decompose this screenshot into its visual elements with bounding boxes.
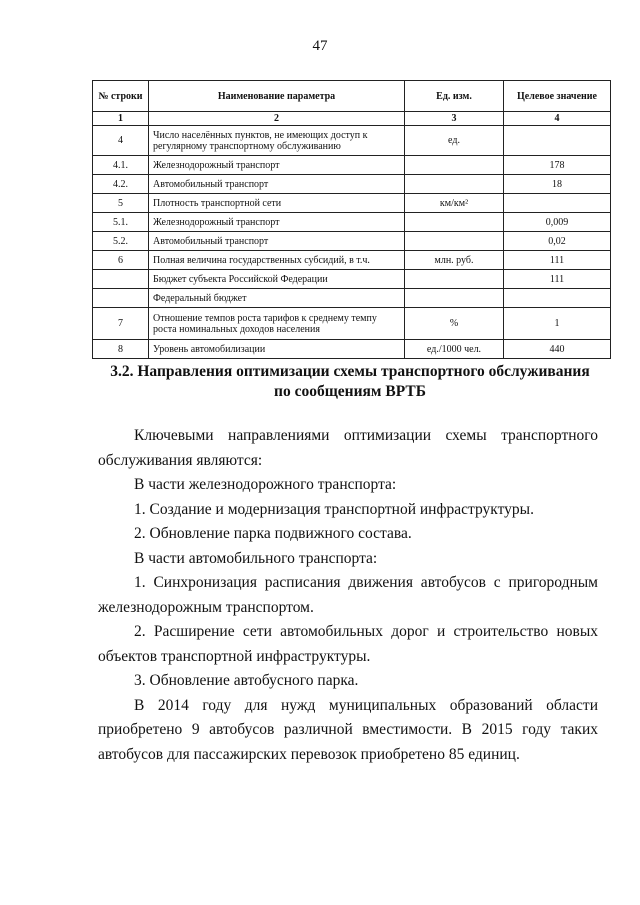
table-row — [93, 232, 611, 251]
row-number: 6 — [93, 251, 149, 270]
target-value — [504, 126, 611, 156]
paragraph: 3. Обновление автобусного парка. — [134, 672, 359, 689]
page-number: 47 — [312, 38, 328, 54]
paragraph: В 2014 году для нужд муниципальных образований области приобретено 9 автобусов различной вместимости. В 2015 году таких автобусов для пассажирских перевозок приобретено 85 единиц. — [98, 696, 598, 763]
unit: ед. — [405, 126, 504, 156]
target-value — [504, 289, 611, 308]
header-unit: Ед. изм. — [405, 81, 504, 112]
parameter-name: Уровень автомобилизации — [149, 340, 405, 359]
paragraph: 2. Расширение сети автомобильных дорог и строительство новых объектов транспортной инфраструктуры. — [98, 623, 598, 665]
unit — [405, 232, 504, 251]
unit — [405, 289, 504, 308]
row-number: 4.1. — [93, 156, 149, 175]
parameter-name: Полная величина государственных субсидий, в т.ч. — [149, 251, 405, 270]
row-number: 4 — [93, 126, 149, 156]
unit: млн. руб. — [405, 251, 504, 270]
paragraph: Ключевыми направлениями оптимизации схемы транспортного обслуживания являются: — [98, 427, 598, 469]
column-number-row — [93, 112, 611, 126]
target-value: 111 — [504, 270, 611, 289]
target-value: 111 — [504, 251, 611, 270]
unit — [405, 213, 504, 232]
table-header-row — [93, 81, 611, 112]
parameter-name: Железнодорожный транспорт — [149, 156, 405, 175]
target-value — [504, 194, 611, 213]
table-row — [93, 126, 611, 156]
parameter-name: Федеральный бюджет — [149, 289, 405, 308]
parameter-name: Отношение темпов роста тарифов к среднему темпу роста номинальных доходов населения — [149, 308, 405, 340]
table-row — [93, 340, 611, 359]
header-parameter-name: Наименование параметра — [149, 81, 405, 112]
section-title-line: по сообщениям ВРТБ — [274, 383, 426, 400]
row-number — [93, 270, 149, 289]
unit: км/км² — [405, 194, 504, 213]
table-row — [93, 308, 611, 340]
row-number: 7 — [93, 308, 149, 340]
parameter-name: Плотность транспортной сети — [149, 194, 405, 213]
table-row — [93, 175, 611, 194]
body-text — [98, 424, 598, 767]
row-number — [93, 289, 149, 308]
target-value: 18 — [504, 175, 611, 194]
parameter-name: Автомобильный транспорт — [149, 175, 405, 194]
column-number: 4 — [504, 112, 611, 126]
row-number: 5.2. — [93, 232, 149, 251]
row-number: 5.1. — [93, 213, 149, 232]
row-number: 4.2. — [93, 175, 149, 194]
table-row — [93, 156, 611, 175]
table-row — [93, 270, 611, 289]
parameter-name: Бюджет субъекта Российской Федерации — [149, 270, 405, 289]
paragraph: 2. Обновление парка подвижного состава. — [134, 525, 412, 542]
unit — [405, 156, 504, 175]
table-row — [93, 194, 611, 213]
target-value: 0,02 — [504, 232, 611, 251]
parameter-name: Автомобильный транспорт — [149, 232, 405, 251]
unit — [405, 270, 504, 289]
target-value: 0,009 — [504, 213, 611, 232]
header-row-number: № строки — [93, 81, 149, 112]
section-title-line: 3.2. Направления оптимизации схемы транспортного обслуживания — [110, 363, 590, 380]
target-value: 440 — [504, 340, 611, 359]
parameters-table — [92, 80, 611, 359]
unit: % — [405, 308, 504, 340]
unit — [405, 175, 504, 194]
row-number: 8 — [93, 340, 149, 359]
row-number: 5 — [93, 194, 149, 213]
table-row — [93, 289, 611, 308]
table-row — [93, 213, 611, 232]
column-number: 2 — [149, 112, 405, 126]
target-value: 178 — [504, 156, 611, 175]
paragraph: 1. Создание и модернизация транспортной инфраструктуры. — [134, 500, 534, 518]
paragraph: В части железнодорожного транспорта: — [134, 476, 397, 493]
paragraph: 1. Синхронизация расписания движения автобусов с пригородным железнодорожным транспортом. — [98, 574, 598, 616]
header-target-value: Целевое значение — [504, 81, 611, 112]
parameter-name: Число населённых пунктов, не имеющих доступ к регулярному транспортному обслуживанию — [149, 126, 405, 156]
section-heading — [60, 362, 640, 402]
target-value: 1 — [504, 308, 611, 340]
unit: ед./1000 чел. — [405, 340, 504, 359]
paragraph: В части автомобильного транспорта: — [134, 549, 378, 567]
column-number: 3 — [405, 112, 504, 126]
table-row — [93, 251, 611, 270]
parameter-name: Железнодорожный транспорт — [149, 213, 405, 232]
column-number: 1 — [93, 112, 149, 126]
